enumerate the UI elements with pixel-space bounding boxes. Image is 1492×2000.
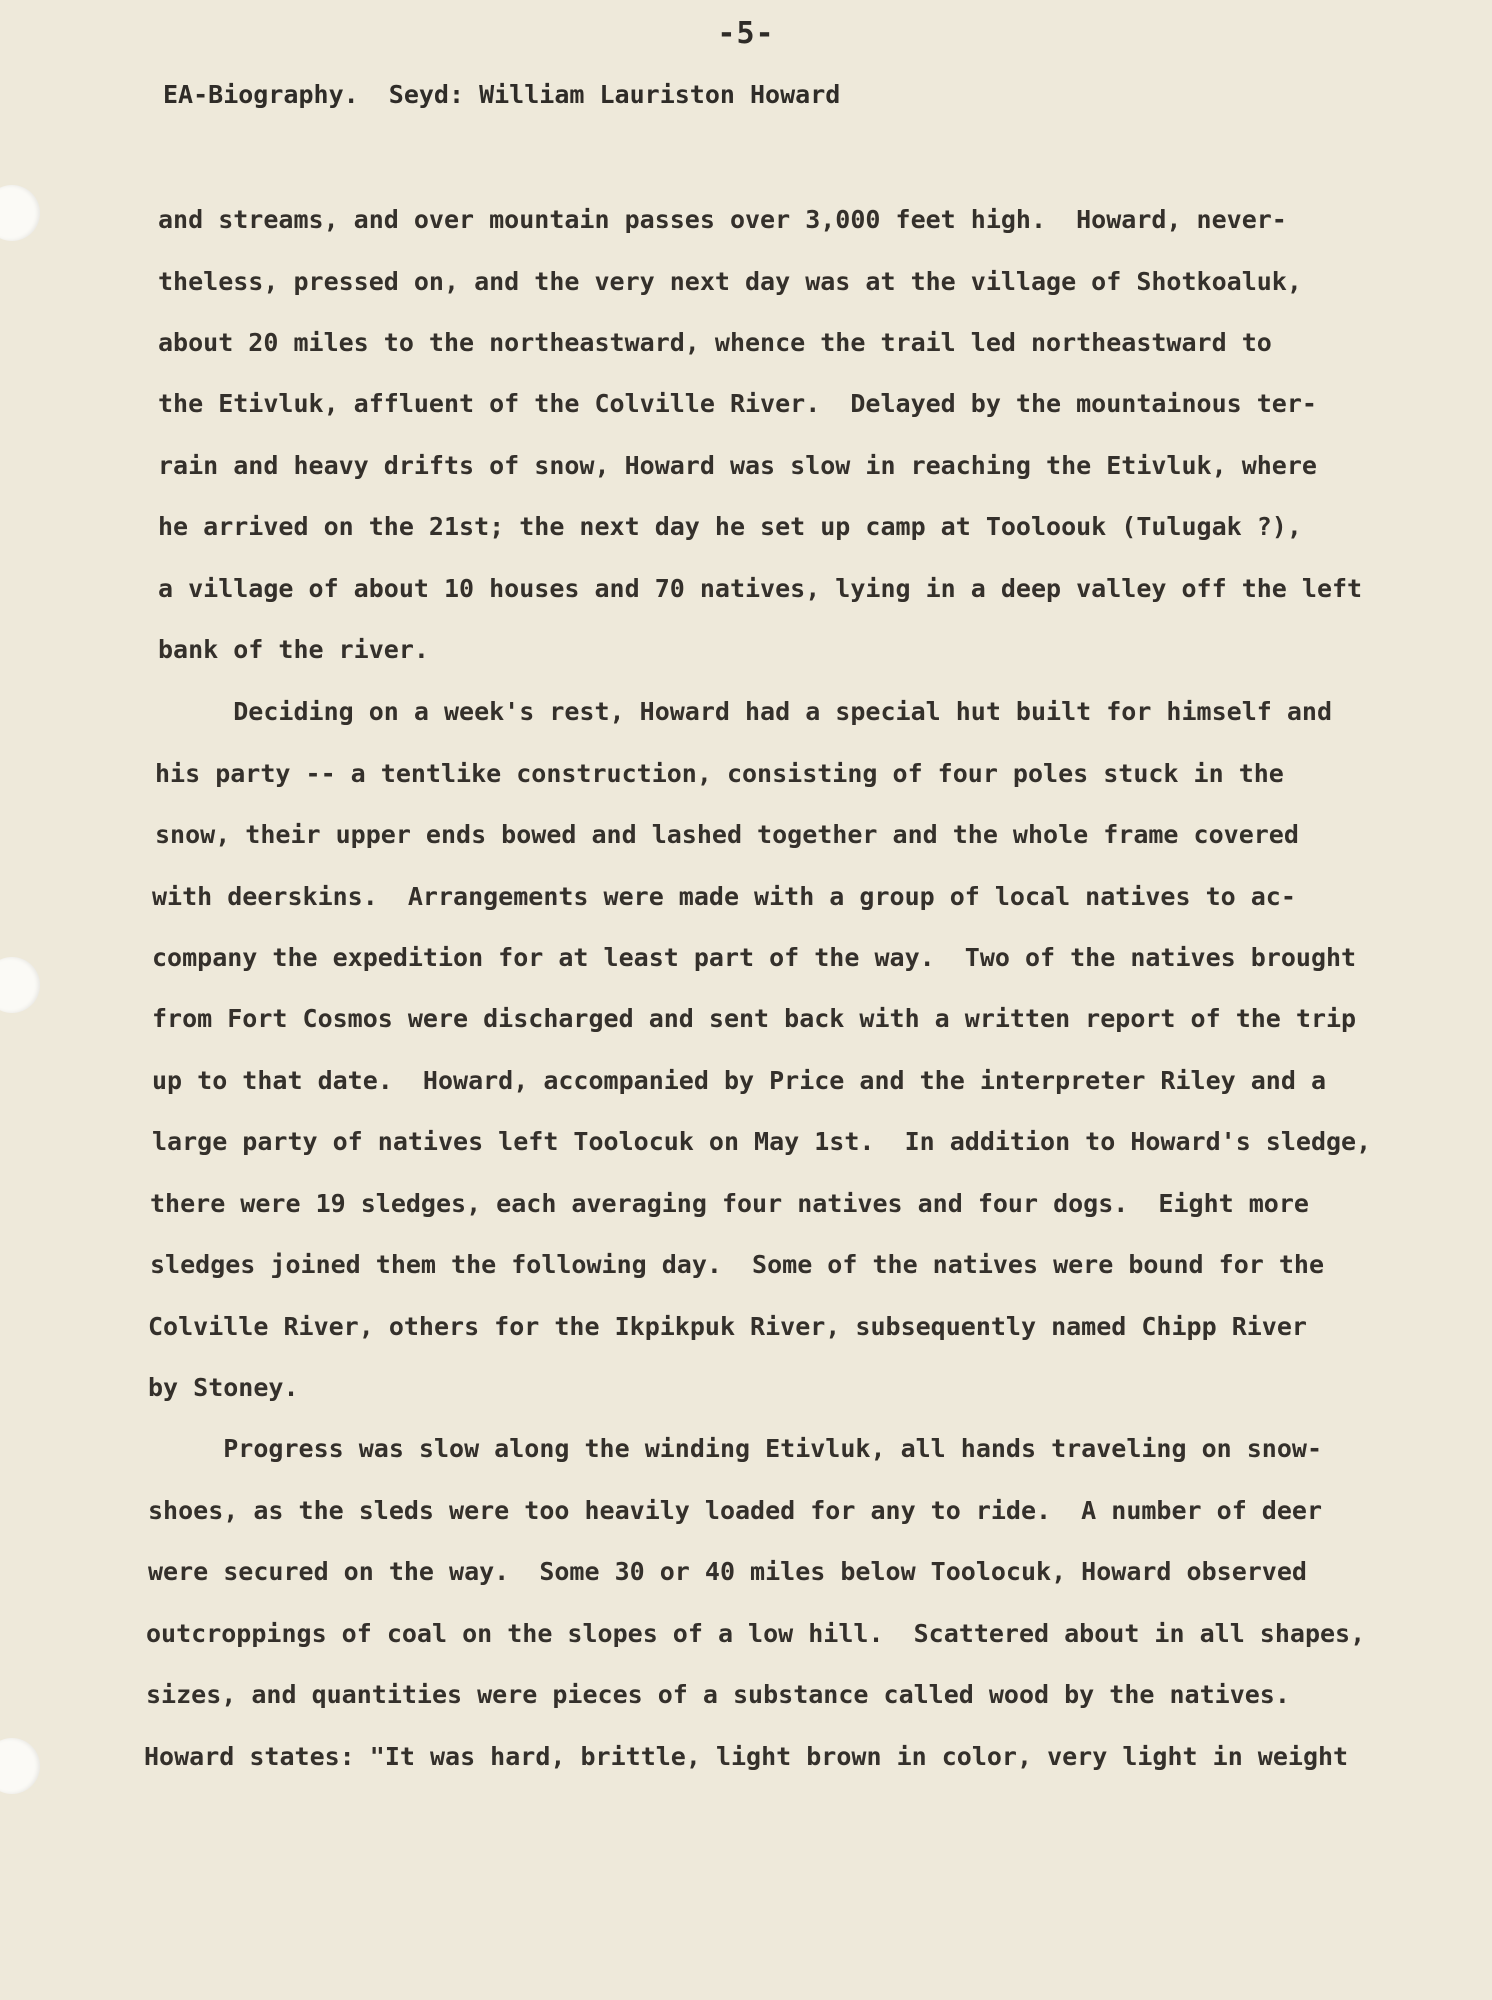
text-line: Deciding on a week's rest, Howard had a special hut built for himself and: [158, 697, 1332, 726]
text-line: the Etivluk, affluent of the Colville River. Delayed by the mountainous ter-: [158, 389, 1317, 418]
text-line: bank of the river.: [158, 635, 429, 664]
document-header: EA-Biography. Seyd: William Lauriston Howard: [163, 80, 841, 109]
text-line: Colville River, others for the Ikpikpuk River, subsequently named Chipp River: [148, 1312, 1307, 1341]
text-line: and streams, and over mountain passes over 3,000 feet high. Howard, never-: [158, 205, 1287, 234]
text-line: large party of natives left Toolocuk on May 1st. In addition to Howard's sledge,: [152, 1127, 1372, 1156]
text-line: Howard states: "It was hard, brittle, light brown in color, very light in weight: [144, 1742, 1349, 1771]
text-line: about 20 miles to the northeastward, whence the trail led northeastward to: [158, 328, 1272, 357]
text-line: Progress was slow along the winding Etivluk, all hands traveling on snow-: [148, 1434, 1322, 1463]
punch-hole: [0, 957, 40, 1013]
text-line: from Fort Cosmos were discharged and sent back with a written report of the trip: [152, 1004, 1357, 1033]
text-line: snow, their upper ends bowed and lashed together and the whole frame covered: [155, 820, 1299, 849]
page-number: -5-: [717, 16, 775, 51]
text-line: company the expedition for at least part of the way. Two of the natives brought: [152, 943, 1357, 972]
text-line: shoes, as the sleds were too heavily loaded for any to ride. A number of deer: [148, 1496, 1322, 1525]
text-line: his party -- a tentlike construction, consisting of four poles stuck in the: [155, 759, 1284, 788]
text-line: there were 19 sledges, each averaging four natives and four dogs. Eight more: [150, 1189, 1309, 1218]
text-line: he arrived on the 21st; the next day he set up camp at Tooloouk (Tulugak ?),: [158, 512, 1302, 541]
text-line: a village of about 10 houses and 70 natives, lying in a deep valley off the left: [158, 574, 1363, 603]
text-line: with deerskins. Arrangements were made with a group of local natives to ac-: [152, 882, 1296, 911]
text-line: sizes, and quantities were pieces of a substance called wood by the natives.: [146, 1680, 1290, 1709]
text-line: by Stoney.: [148, 1373, 299, 1402]
text-line: theless, pressed on, and the very next day was at the village of Shotkoaluk,: [158, 267, 1302, 296]
text-line: sledges joined them the following day. Some of the natives were bound for the: [150, 1250, 1324, 1279]
text-line: outcroppings of coal on the slopes of a low hill. Scattered about in all shapes,: [146, 1619, 1366, 1648]
text-line: were secured on the way. Some 30 or 40 miles below Toolocuk, Howard observed: [148, 1557, 1307, 1586]
punch-hole: [0, 1738, 40, 1794]
text-line: up to that date. Howard, accompanied by Price and the interpreter Riley and a: [152, 1066, 1326, 1095]
text-line: rain and heavy drifts of snow, Howard was slow in reaching the Etivluk, where: [158, 451, 1317, 480]
punch-hole: [0, 185, 40, 241]
